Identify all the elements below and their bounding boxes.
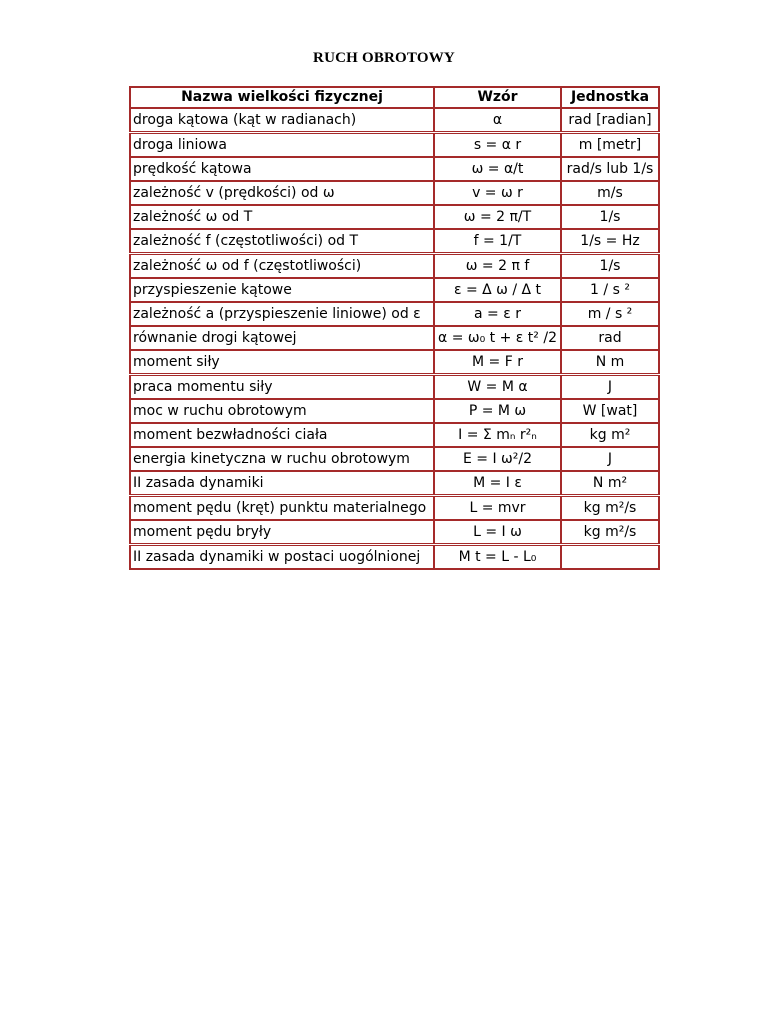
cell-formula: f = 1/T: [434, 229, 561, 254]
table-row: [130, 447, 659, 471]
cell-unit: m [metr]: [561, 133, 659, 158]
table-row: [130, 423, 659, 447]
cell-formula: v = ω r: [434, 181, 561, 205]
table-row: [130, 278, 659, 302]
cell-name: zależność v (prędkości) od ω: [130, 181, 434, 205]
cell-name: moc w ruchu obrotowym: [130, 399, 434, 423]
cell-name: praca momentu siły: [130, 375, 434, 400]
cell-formula: ε = Δ ω / Δ t: [434, 278, 561, 302]
cell-unit: rad: [561, 326, 659, 350]
table-row: [130, 326, 659, 350]
table-row: [130, 108, 659, 133]
cell-formula: α = ω₀ t + ε t² /2: [434, 326, 561, 350]
table-row: [130, 181, 659, 205]
cell-name: moment bezwładności ciała: [130, 423, 434, 447]
cell-formula: I = Σ mₙ r²ₙ: [434, 423, 561, 447]
table-row: [130, 254, 659, 279]
cell-formula: ω = 2 π/T: [434, 205, 561, 229]
table-row: [130, 520, 659, 545]
cell-name: droga kątowa (kąt w radianach): [130, 108, 434, 133]
cell-formula: L = mvr: [434, 496, 561, 521]
cell-name: moment pędu bryły: [130, 520, 434, 545]
table-row: [130, 399, 659, 423]
cell-formula: W = M α: [434, 375, 561, 400]
cell-name: przyspieszenie kątowe: [130, 278, 434, 302]
cell-unit: J: [561, 375, 659, 400]
table-row: [130, 545, 659, 570]
cell-unit: J: [561, 447, 659, 471]
cell-formula: s = α r: [434, 133, 561, 158]
cell-unit: N m²: [561, 471, 659, 496]
cell-formula: a = ε r: [434, 302, 561, 326]
cell-unit: rad [radian]: [561, 108, 659, 133]
cell-unit: rad/s lub 1/s: [561, 157, 659, 181]
cell-unit: kg m²/s: [561, 496, 659, 521]
cell-formula: M = I ε: [434, 471, 561, 496]
cell-unit: m / s ²: [561, 302, 659, 326]
page-title: RUCH OBROTOWY: [313, 50, 455, 66]
table-row: [130, 133, 659, 158]
cell-formula: M = F r: [434, 350, 561, 375]
cell-formula: P = M ω: [434, 399, 561, 423]
cell-name: zależność ω od T: [130, 205, 434, 229]
cell-name: II zasada dynamiki: [130, 471, 434, 496]
header-name: Nazwa wielkości fizycznej: [130, 87, 434, 108]
table-row: [130, 302, 659, 326]
cell-name: moment pędu (kręt) punktu materialnego: [130, 496, 434, 521]
cell-unit: kg m²: [561, 423, 659, 447]
cell-name: energia kinetyczna w ruchu obrotowym: [130, 447, 434, 471]
cell-formula: α: [434, 108, 561, 133]
table-row: [130, 350, 659, 375]
cell-unit: [561, 545, 659, 570]
cell-name: II zasada dynamiki w postaci uogólnionej: [130, 545, 434, 570]
cell-formula: M t = L - L₀: [434, 545, 561, 570]
cell-unit: 1/s: [561, 254, 659, 279]
cell-formula: E = I ω²/2: [434, 447, 561, 471]
table-header-row: [130, 87, 659, 108]
table-row: [130, 496, 659, 521]
table-row: [130, 229, 659, 254]
cell-unit: m/s: [561, 181, 659, 205]
cell-name: droga liniowa: [130, 133, 434, 158]
cell-unit: 1/s = Hz: [561, 229, 659, 254]
table-row: [130, 157, 659, 181]
header-formula: Wzór: [434, 87, 561, 108]
cell-unit: 1 / s ²: [561, 278, 659, 302]
cell-name: zależność ω od f (częstotliwości): [130, 254, 434, 279]
cell-name: zależność f (częstotliwości) od T: [130, 229, 434, 254]
cell-formula: ω = α/t: [434, 157, 561, 181]
table-row: [130, 375, 659, 400]
cell-name: równanie drogi kątowej: [130, 326, 434, 350]
cell-unit: N m: [561, 350, 659, 375]
cell-unit: W [wat]: [561, 399, 659, 423]
table-row: [130, 471, 659, 496]
cell-name: prędkość kątowa: [130, 157, 434, 181]
cell-unit: kg m²/s: [561, 520, 659, 545]
header-unit: Jednostka: [561, 87, 659, 108]
cell-name: moment siły: [130, 350, 434, 375]
cell-name: zależność a (przyspieszenie liniowe) od ε: [130, 302, 434, 326]
formula-table: [129, 86, 660, 570]
table-row: [130, 205, 659, 229]
cell-formula: ω = 2 π f: [434, 254, 561, 279]
cell-formula: L = I ω: [434, 520, 561, 545]
cell-unit: 1/s: [561, 205, 659, 229]
